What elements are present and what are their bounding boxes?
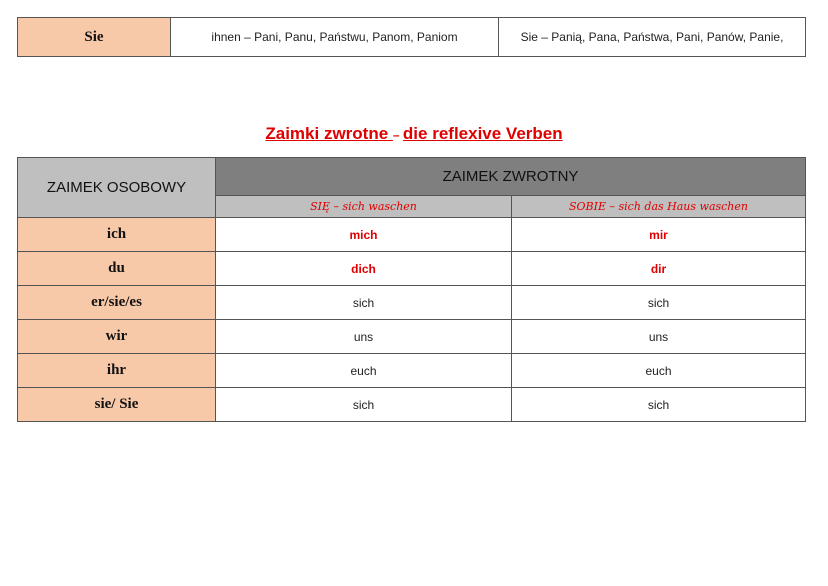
pronoun-cell: sie/ Sie bbox=[18, 388, 216, 422]
previous-table-fragment bbox=[17, 17, 806, 57]
table-row bbox=[18, 18, 806, 57]
subheader-sobie: SOBIE – sich das Haus waschen bbox=[512, 196, 806, 218]
table-row bbox=[18, 218, 806, 252]
sie-cell: dich bbox=[216, 252, 512, 286]
sobie-cell: dir bbox=[512, 252, 806, 286]
pronoun-cell: du bbox=[18, 252, 216, 286]
table-row bbox=[18, 388, 806, 422]
table-row bbox=[18, 354, 806, 388]
sie-cell: sich bbox=[216, 388, 512, 422]
table-row bbox=[18, 320, 806, 354]
pronoun-cell: wir bbox=[18, 320, 216, 354]
sie-cell: mich bbox=[216, 218, 512, 252]
table-row bbox=[18, 252, 806, 286]
dative-cell: ihnen – Pani, Panu, Państwu, Panom, Paniom bbox=[171, 18, 499, 57]
sie-cell: euch bbox=[216, 354, 512, 388]
title-part-1: Zaimki zwrotne bbox=[265, 124, 393, 143]
title-separator: – bbox=[392, 128, 403, 142]
sie-cell: uns bbox=[216, 320, 512, 354]
sobie-cell: uns bbox=[512, 320, 806, 354]
sie-cell: sich bbox=[216, 286, 512, 320]
accusative-cell: Sie – Panią, Pana, Państwa, Pani, Panów, Panie, bbox=[499, 18, 806, 57]
sobie-cell: euch bbox=[512, 354, 806, 388]
pronoun-cell: Sie bbox=[18, 18, 171, 57]
pronoun-cell: ihr bbox=[18, 354, 216, 388]
section-title bbox=[0, 124, 828, 144]
sobie-cell: sich bbox=[512, 286, 806, 320]
header-reflexive-pronoun: ZAIMEK ZWROTNY bbox=[216, 158, 806, 196]
pronoun-cell: er/sie/es bbox=[18, 286, 216, 320]
subheader-sie: SIĘ – sich waschen bbox=[216, 196, 512, 218]
header-personal-pronoun: ZAIMEK OSOBOWY bbox=[18, 158, 216, 218]
sobie-cell: mir bbox=[512, 218, 806, 252]
table-row bbox=[18, 286, 806, 320]
pronoun-cell: ich bbox=[18, 218, 216, 252]
sobie-cell: sich bbox=[512, 388, 806, 422]
title-part-2: die reflexive Verben bbox=[402, 124, 563, 143]
reflexive-pronouns-table bbox=[17, 157, 806, 422]
